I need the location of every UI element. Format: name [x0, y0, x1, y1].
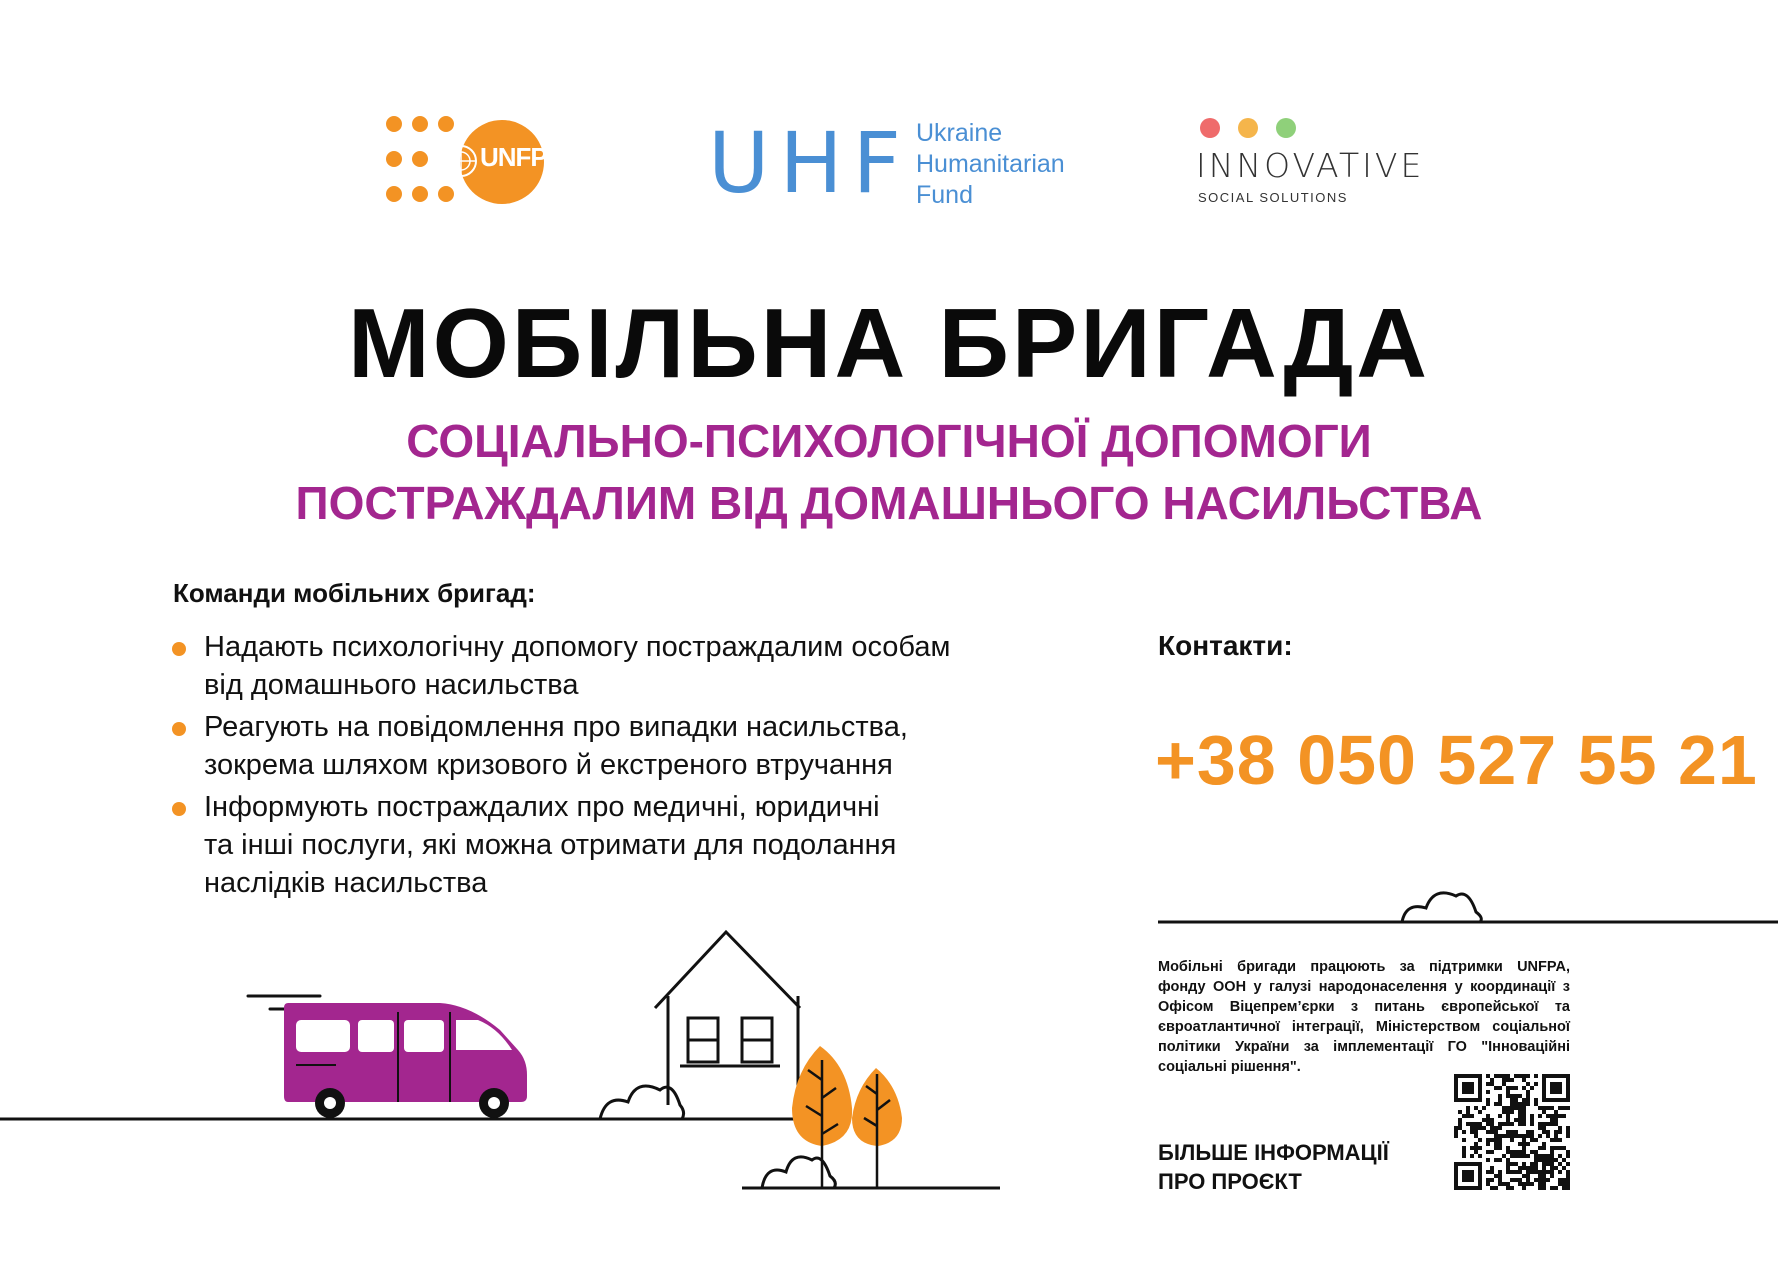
- more-info-line2: ПРО ПРОЄКТ: [1158, 1169, 1302, 1194]
- bush-icon: [1402, 893, 1481, 922]
- page-title: МОБІЛЬНА БРИГАДА: [347, 288, 1431, 398]
- house-icon: [655, 932, 800, 1105]
- uhf-line1: Ukraine: [916, 119, 1003, 147]
- more-info-label: [1158, 1138, 1418, 1196]
- more-info-line1: БІЛЬШЕ ІНФОРМАЦІЇ: [1158, 1140, 1389, 1165]
- list-item-line: Реагують на повідомлення про випадки насильства,: [204, 711, 908, 743]
- list-item-line: та інші послуги, які можна отримати для подолання: [204, 829, 897, 861]
- innovative-logo-text: INNOVATIVE: [1196, 146, 1425, 185]
- subtitle-line2: ПОСТРАЖДАЛИМ ВІД ДОМАШНЬОГО НАСИЛЬСТВА: [295, 477, 1483, 529]
- uhf-line2: Humanitarian: [916, 150, 1065, 178]
- uhf-line3: Fund: [916, 181, 973, 209]
- list-item-line: від домашнього насильства: [204, 669, 579, 701]
- teams-heading: Команди мобільних бригад:: [173, 578, 536, 608]
- list-item-line: наслідків насильства: [204, 867, 488, 899]
- phone-number: +38 050 527 55 21: [1155, 721, 1758, 799]
- subtitle-line1: СОЦІАЛЬНО-ПСИХОЛОГІЧНОЇ ДОПОМОГИ: [406, 415, 1372, 467]
- list-item-line: Надають психологічну допомогу постраждалим особам: [204, 631, 951, 663]
- van-icon: [284, 1003, 527, 1118]
- bush-icon: [600, 1086, 684, 1119]
- tree-icon: [792, 1046, 852, 1188]
- support-text: Мобільні бригади працюють за підтримки UNFPA, фонду ООН у галузі народонаселення у координації з Офісом Віцепрем’єрки з питань європейської та євроатлантичної інтеграції, Міністерством соціальної політики України за імплементації ГО "Інноваційні соціальні рішення".: [1158, 959, 1570, 1075]
- unfpa-logo-text: UNFPA: [480, 142, 563, 172]
- contacts-heading: Контакти:: [1158, 630, 1293, 661]
- list-item-line: зокрема шляхом кризового й екстреного втручання: [204, 749, 893, 781]
- list-item-line: Інформують постраждалих про медичні, юридичні: [204, 791, 880, 823]
- qr-code-icon[interactable]: [1454, 1074, 1570, 1190]
- innovative-logo-subtext: SOCIAL SOLUTIONS: [1198, 190, 1348, 205]
- uhf-abbr: UHF: [708, 114, 911, 212]
- tree-icon: [852, 1068, 902, 1188]
- bush-icon: [762, 1157, 835, 1188]
